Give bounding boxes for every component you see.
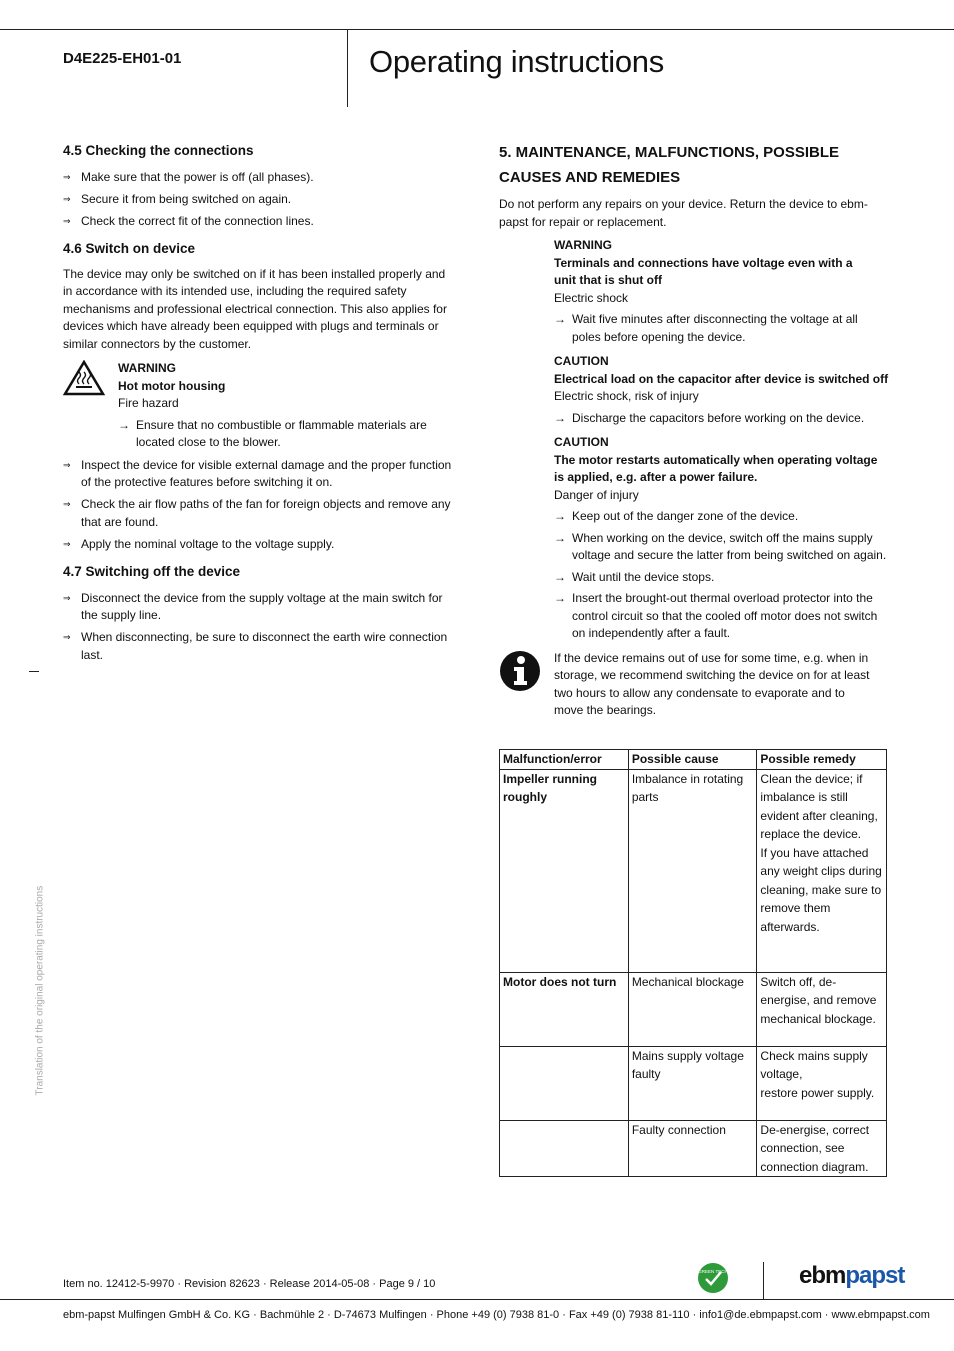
left-column (63, 142, 453, 669)
section-5-heading: 5. MAINTENANCE, MALFUNCTIONS, POSSIBLE CAUSES AND REMEDIES (499, 144, 840, 186)
caution-label: CAUTION (554, 354, 609, 368)
right-column (499, 140, 889, 720)
caution-action: → Wait until the device stops. (554, 569, 889, 587)
greentech-logo-icon (697, 1262, 729, 1294)
voltage-warning (499, 237, 889, 346)
section-5-intro: Do not perform any repairs on your device. Return the device to ebm-papst for repair or replacement. (499, 197, 868, 229)
brand-divider (763, 1262, 764, 1300)
table-cell: Impeller running roughly (500, 769, 629, 972)
warning-title: Hot motor housing (118, 378, 226, 393)
table-row (500, 972, 887, 1046)
section-4-5-heading: 4.5 Checking the connections (63, 143, 254, 158)
warning-action: → Ensure that no combustible or flammable materials are located close to the blower. (118, 417, 427, 449)
caution-action: → Keep out of the danger zone of the device. (554, 508, 889, 526)
s46-paragraph: The device may only be switched on if it has been installed properly and in accordance with its intended use, including the required safety mechanisms and professional electrical connection. This also applies for devices which have already been equipped with plugs and terminals or similar connectors by the customer. (63, 266, 447, 351)
warning-consequence: Fire hazard (118, 396, 179, 410)
arrow-bullet-icon: ⇒ (63, 538, 71, 549)
side-note: Translation of the original operating instructions (34, 885, 46, 1096)
list-item: ⇒ Secure it from being switched on again. (63, 191, 453, 209)
arrow-right-icon: → (554, 530, 566, 545)
item-info: Item no. 12412-5-9970 · Revision 82623 · Release 2014-05-08 · Page 9 / 10 (63, 1278, 436, 1290)
arrow-bullet-icon: ⇒ (63, 459, 71, 470)
caution-action: → Discharge the capacitors before working on the device. (554, 410, 889, 428)
warning-title: Terminals and connections have voltage even with a unit that is shut off (554, 255, 853, 287)
warning-consequence: Electric shock (554, 290, 629, 305)
warning-label: WARNING (554, 238, 612, 252)
caution-title: The motor restarts automatically when operating voltage is applied, e.g. after a power failure. (554, 452, 878, 484)
caution-action: → When working on the device, switch off the mains supply voltage and secure the latter from being switched on again. (554, 530, 887, 562)
table-cell: Imbalance in rotating parts (628, 769, 757, 972)
arrow-right-icon: → (554, 569, 566, 584)
header-divider (347, 30, 348, 107)
table-cell: De-energise, correct connection, see connection diagram. (757, 1120, 887, 1177)
company-info: ebm-papst Mulfingen GmbH & Co. KG · Bachmühle 2 · D-74673 Mulfingen · Phone +49 (0) 7938 81-0 · Fax +49 (0) 7938 81-110 · info1@de.ebmpapst.com · www.ebmpapst.com (63, 1309, 930, 1321)
table-cell (500, 1046, 629, 1120)
list-item: ⇒ Disconnect the device from the supply voltage at the main switch for the supply line. (63, 590, 443, 622)
arrow-right-icon: → (554, 591, 566, 605)
arrow-right-icon: → (554, 312, 566, 326)
fold-mark (29, 671, 39, 672)
table-cell: Faulty connection (628, 1120, 757, 1177)
section-4-7-heading: 4.7 Switching off the device (63, 564, 241, 579)
warning-label: WARNING (118, 361, 176, 375)
table-cell: Motor does not turn (500, 972, 629, 1046)
table-cell: Clean the device; if imbalance is still evident after cleaning, replace the device. If you have attached any weight clips during cleaning, make sure to remove them afterwards. (757, 769, 887, 972)
list-item: ⇒ When disconnecting, be sure to disconnect the earth wire connection last. (63, 630, 448, 662)
arrow-bullet-icon: ⇒ (63, 499, 71, 509)
list-item: ⇒ Inspect the device for visible external damage and the proper function of the protective features before switching it on. (63, 457, 452, 489)
caution-title: Electrical load on the capacitor after device is switched off (554, 371, 889, 386)
info-text: If the device remains out of use for some time, e.g. when in storage, we recommend switching the device on for at least two hours to allow any condensate to evaporate and to move the bearings. (554, 650, 870, 717)
arrow-bullet-icon: ⇒ (63, 171, 71, 182)
page-title: Operating instructions (369, 44, 664, 79)
list-item: ⇒ Make sure that the power is off (all phases). (63, 169, 453, 187)
section-4-6-heading: 4.6 Switch on device (63, 241, 196, 256)
s46-list (63, 457, 453, 554)
s47-list (63, 590, 453, 665)
table-row (500, 1046, 887, 1120)
capacitor-caution (499, 353, 889, 427)
caution-action: → Insert the brought-out thermal overload protector into the control circuit so that the cooled off motor does not switch on independently after a fault. (554, 591, 878, 640)
table-cell: Mains supply voltage faulty (628, 1046, 757, 1120)
list-item: ⇒ Check the correct fit of the connection lines. (63, 213, 453, 231)
footer-rule (0, 1299, 954, 1300)
table-header-cell: Possible remedy (757, 750, 887, 770)
arrow-right-icon: → (118, 417, 130, 432)
top-rule (0, 29, 954, 30)
arrow-bullet-icon: ⇒ (63, 193, 71, 204)
list-item: ⇒ Check the air flow paths of the fan for foreign objects and remove any that are found. (63, 497, 451, 529)
table-header-cell: Malfunction/error (500, 750, 629, 770)
info-note (499, 650, 889, 720)
model-number: D4E225-EH01-01 (63, 50, 182, 67)
caution-consequence: Electric shock, risk of injury (554, 389, 699, 403)
arrow-right-icon: → (554, 509, 566, 523)
table-row (500, 1120, 887, 1177)
table-cell: Switch off, de-energise, and remove mechanical blockage. (757, 972, 887, 1046)
ebmpapst-logo: ebmpapst (799, 1262, 905, 1289)
arrow-bullet-icon: ⇒ (63, 592, 71, 603)
caution-label: CAUTION (554, 435, 609, 449)
s45-list (63, 169, 453, 231)
info-icon (499, 650, 541, 692)
restart-caution (499, 434, 889, 643)
table-cell: Check mains supply voltage, restore power supply. (757, 1046, 887, 1120)
arrow-right-icon: → (554, 410, 566, 425)
svg-text:GREEN TECH: GREEN TECH (698, 1269, 728, 1274)
table-header-row (500, 750, 887, 770)
hot-surface-warning-icon (63, 360, 105, 396)
hot-surface-warning (63, 360, 453, 452)
table-cell: Mechanical blockage (628, 972, 757, 1046)
table-header-cell: Possible cause (628, 750, 757, 770)
arrow-bullet-icon: ⇒ (63, 215, 71, 226)
table-cell (500, 1120, 629, 1177)
warning-action: → Wait five minutes after disconnecting the voltage at all poles before opening the device. (554, 312, 858, 344)
list-item: ⇒ Apply the nominal voltage to the voltage supply. (63, 536, 453, 554)
caution-consequence: Danger of injury (554, 487, 639, 502)
table-row (500, 769, 887, 972)
arrow-bullet-icon: ⇒ (63, 632, 71, 642)
malfunction-table (499, 749, 887, 1177)
